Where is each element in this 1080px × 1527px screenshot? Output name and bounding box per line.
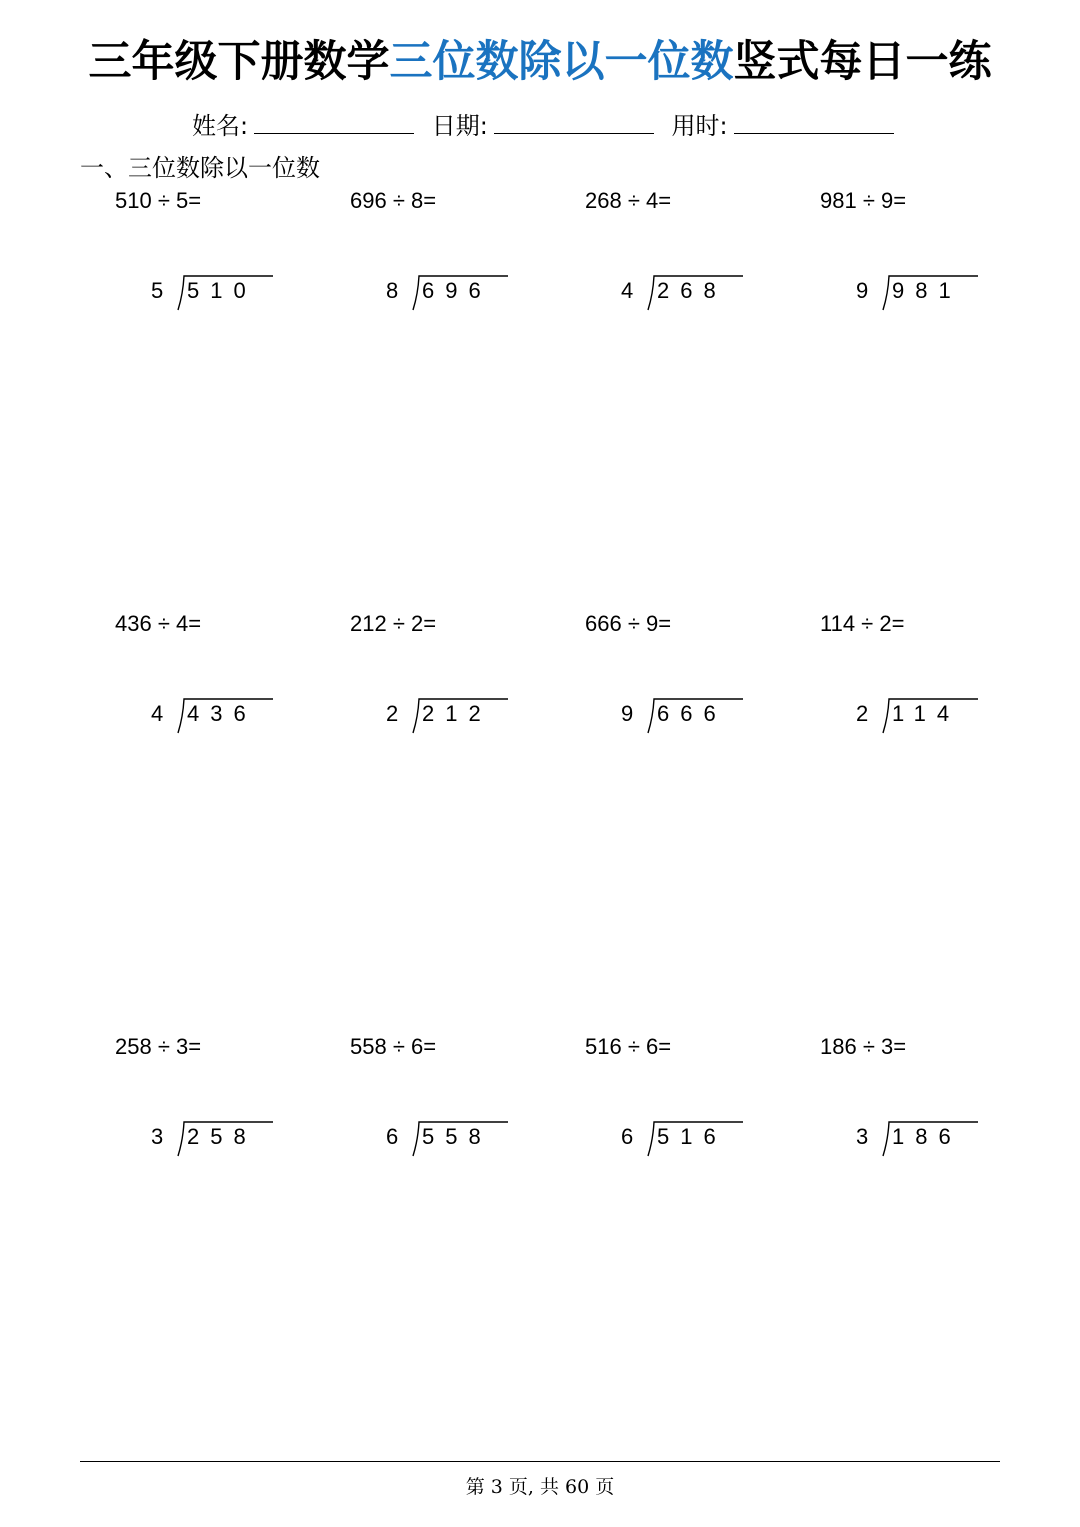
division-expression: 436 ÷ 4= — [115, 611, 202, 636]
divisor: 9 — [621, 701, 634, 726]
dividend: 114 — [892, 701, 961, 726]
long-division-setup[interactable] — [856, 1120, 986, 1160]
problem-item — [820, 611, 1054, 771]
divisor: 4 — [621, 278, 634, 303]
dividend: 212 — [422, 701, 492, 726]
date-label: 日期: — [431, 112, 488, 140]
dividend: 436 — [187, 701, 257, 726]
long-division-setup[interactable] — [856, 697, 986, 737]
dividend: 258 — [187, 1124, 257, 1149]
division-expression: 666 ÷ 9= — [585, 611, 672, 636]
divisor: 3 — [151, 1124, 164, 1149]
long-division-setup[interactable] — [386, 697, 516, 737]
problem-item — [115, 1034, 349, 1194]
title-part-1: 三年级下册数学 — [88, 37, 390, 87]
problem-item — [350, 611, 584, 771]
name-label: 姓名: — [192, 112, 249, 140]
problem-item — [585, 1034, 819, 1194]
divisor: 5 — [151, 278, 164, 303]
dividend: 186 — [892, 1124, 962, 1149]
long-division-setup[interactable] — [151, 697, 281, 737]
division-expression: 510 ÷ 5= — [115, 188, 202, 213]
dividend: 558 — [422, 1124, 492, 1149]
divisor: 4 — [151, 701, 164, 726]
problem-item — [585, 611, 819, 771]
dividend: 516 — [657, 1124, 727, 1149]
long-division-setup[interactable] — [621, 274, 751, 314]
time-label: 用时: — [671, 112, 728, 140]
problem-item — [585, 188, 819, 348]
division-expression: 696 ÷ 8= — [350, 188, 437, 213]
division-expression: 981 ÷ 9= — [820, 188, 907, 213]
division-expression: 258 ÷ 3= — [115, 1034, 202, 1059]
title-highlight: 三位数除以一位数 — [389, 37, 734, 87]
division-expression: 212 ÷ 2= — [350, 611, 437, 636]
problem-item — [350, 1034, 584, 1194]
division-expression: 114 ÷ 2= — [820, 611, 905, 636]
dividend: 696 — [422, 278, 492, 303]
division-expression: 516 ÷ 6= — [585, 1034, 672, 1059]
title-part-2: 竖式每日一练 — [733, 37, 992, 87]
long-division-setup[interactable] — [621, 1120, 751, 1160]
problem-item — [820, 188, 1054, 348]
long-division-setup[interactable] — [621, 697, 751, 737]
page-footer: 第 3 页, 共 60 页 — [465, 1476, 615, 1498]
divisor: 6 — [621, 1124, 634, 1149]
division-expression: 268 ÷ 4= — [585, 188, 672, 213]
dividend: 510 — [187, 278, 257, 303]
divisor: 2 — [386, 701, 399, 726]
problem-item — [115, 611, 349, 771]
divisor: 6 — [386, 1124, 399, 1149]
divisor: 8 — [386, 278, 399, 303]
division-expression: 558 ÷ 6= — [350, 1034, 437, 1059]
division-expression: 186 ÷ 3= — [820, 1034, 907, 1059]
long-division-setup[interactable] — [386, 274, 516, 314]
divisor: 3 — [856, 1124, 869, 1149]
dividend: 981 — [892, 278, 962, 303]
long-division-setup[interactable] — [151, 274, 281, 314]
section-title: 一、三位数除以一位数 — [80, 154, 320, 182]
footer-divider — [80, 1461, 1000, 1462]
problem-item — [820, 1034, 1054, 1194]
long-division-setup[interactable] — [386, 1120, 516, 1160]
dividend: 666 — [657, 701, 727, 726]
dividend: 268 — [657, 278, 727, 303]
divisor: 2 — [856, 701, 869, 726]
long-division-setup[interactable] — [151, 1120, 281, 1160]
divisor: 9 — [856, 278, 869, 303]
long-division-setup[interactable] — [856, 274, 986, 314]
problem-item — [350, 188, 584, 348]
problem-item — [115, 188, 349, 348]
